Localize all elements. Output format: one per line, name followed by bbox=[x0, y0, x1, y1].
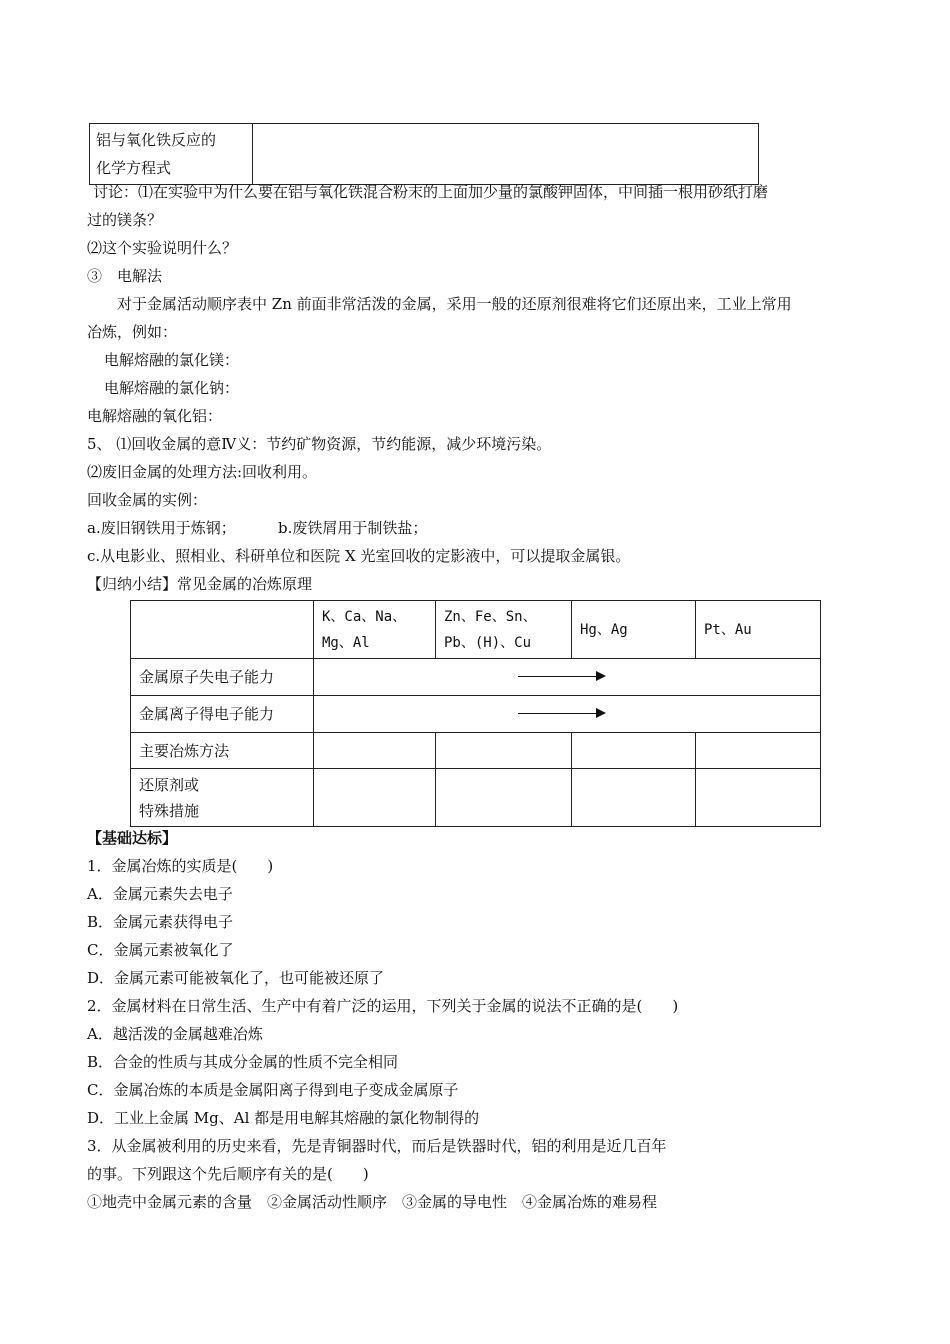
reductant-label-line2: 特殊措施 bbox=[139, 801, 200, 820]
q1-stem: 1．金属冶炼的实质是( ) bbox=[87, 857, 274, 875]
equation-answer-cell[interactable] bbox=[253, 124, 759, 185]
q1-option-c[interactable]: C．金属元素被氧化了 bbox=[87, 941, 234, 959]
electrolysis-item-mgcl2: 电解熔融的氯化镁： bbox=[104, 351, 240, 369]
q2-option-b[interactable]: B．合金的性质与其成分金属的性质不完全相同 bbox=[87, 1053, 399, 1071]
summary-header-pt-au-label: Pt、Au bbox=[704, 621, 752, 638]
method-cell-hg-ag[interactable] bbox=[572, 733, 696, 769]
row-label-reductant bbox=[131, 769, 314, 827]
discussion-line1: 讨论：⑴在实验中为什么要在铝与氧化铁混合粉末的上面加少量的氯酸钾固体，中间插一根用砂纸打磨 bbox=[93, 183, 769, 201]
electrolysis-para-line2: 冶炼，例如： bbox=[87, 323, 178, 341]
electrolysis-item-nacl: 电解熔融的氯化钠： bbox=[104, 379, 240, 397]
exercises-title: 【基础达标】 bbox=[87, 829, 178, 847]
q1-option-b[interactable]: B．金属元素获得电子 bbox=[87, 913, 234, 931]
electrolysis-para-line1: 对于金属活动顺序表中 Zn 前面非常活泼的金属，采用一般的还原剂很难将它们还原出来，工业上常用 bbox=[117, 295, 792, 313]
row-label-lose-electrons: 金属原子失电子能力 bbox=[131, 659, 314, 696]
reaction-equation-table bbox=[89, 123, 759, 185]
summary-header-active-line2: Mg、Al bbox=[322, 634, 370, 651]
q2-option-c[interactable]: C．金属冶炼的本质是金属阳离子得到电子变成金属原子 bbox=[87, 1081, 459, 1099]
lose-electrons-trend bbox=[314, 659, 821, 696]
summary-header-hg-ag bbox=[572, 601, 696, 659]
gain-electrons-trend bbox=[314, 696, 821, 733]
smelting-summary-table bbox=[130, 600, 821, 827]
recycle-line1: 5、 ⑴回收金属的意Ⅳ义：节约矿物资源，节约能源，减少环境污染。 bbox=[87, 435, 552, 453]
summary-title: 【归纳小结】常见金属的冶炼原理 bbox=[87, 575, 313, 593]
reductant-cell-pt-au[interactable] bbox=[696, 769, 821, 827]
equation-label-cell bbox=[90, 124, 253, 185]
summary-header-active-line1: K、Ca、Na、 bbox=[322, 608, 407, 625]
summary-header-active bbox=[314, 601, 436, 659]
recycle-line3: 回收金属的实例： bbox=[87, 491, 208, 509]
right-arrow-icon bbox=[322, 704, 812, 724]
q3-stem-line1: 3．从金属被利用的历史来看，先是青铜器时代，而后是铁器时代，铝的利用是近几百年 bbox=[87, 1137, 667, 1155]
recycle-example-b: b.废铁屑用于制铁盐； bbox=[278, 519, 428, 537]
recycle-line2: ⑵废旧金属的处理方法:回收利用。 bbox=[87, 463, 318, 481]
q1-option-d[interactable]: D．金属元素可能被氧化了，也可能被还原了 bbox=[87, 969, 385, 987]
summary-header-medium bbox=[436, 601, 572, 659]
method-cell-medium[interactable] bbox=[436, 733, 572, 769]
q2-option-a[interactable]: A．越活泼的金属越难冶炼 bbox=[87, 1025, 263, 1043]
row-label-gain-electrons: 金属离子得电子能力 bbox=[131, 696, 314, 733]
q3-stem-line2: 的事。下列跟这个先后顺序有关的是( ) bbox=[87, 1165, 369, 1183]
discussion-line3: ⑵这个实验说明什么？ bbox=[87, 239, 238, 257]
discussion-line2: 过的镁条？ bbox=[87, 211, 163, 229]
q3-options: ①地壳中金属元素的含量 ②金属活动性顺序 ③金属的导电性 ④金属冶炼的难易程 bbox=[87, 1193, 658, 1211]
summary-header-medium-line2: Pb、(H)、Cu bbox=[444, 634, 532, 651]
method-cell-pt-au[interactable] bbox=[696, 733, 821, 769]
reductant-cell-hg-ag[interactable] bbox=[572, 769, 696, 827]
summary-header-hg-ag-label: Hg、Ag bbox=[580, 621, 628, 638]
summary-corner-cell bbox=[131, 601, 314, 659]
recycle-example-a: a.废旧钢铁用于炼钢； bbox=[87, 519, 236, 537]
q2-stem: 2．金属材料在日常生活、生产中有着广泛的运用，下列关于金属的说法不正确的是( ) bbox=[87, 997, 679, 1015]
method-cell-active[interactable] bbox=[314, 733, 436, 769]
right-arrow-icon bbox=[322, 667, 812, 687]
summary-header-medium-line1: Zn、Fe、Sn、 bbox=[444, 608, 537, 625]
reductant-cell-active[interactable] bbox=[314, 769, 436, 827]
equation-label-line1: 铝与氧化铁反应的 bbox=[96, 131, 217, 149]
q1-option-a[interactable]: A．金属元素失去电子 bbox=[87, 885, 233, 903]
equation-label-line2: 化学方程式 bbox=[96, 159, 172, 177]
summary-header-pt-au bbox=[696, 601, 821, 659]
row-label-method: 主要冶炼方法 bbox=[131, 733, 314, 769]
reductant-cell-medium[interactable] bbox=[436, 769, 572, 827]
electrolysis-heading: ③ 电解法 bbox=[87, 267, 163, 285]
reductant-label-line1: 还原剂或 bbox=[139, 775, 200, 794]
q2-option-d[interactable]: D．工业上金属 Mg、Al 都是用电解其熔融的氯化物制得的 bbox=[87, 1109, 480, 1127]
electrolysis-item-al2o3: 电解熔融的氧化铝： bbox=[87, 407, 223, 425]
recycle-example-c: c.从电影业、照相业、科研单位和医院 X 光室回收的定影液中，可以提取金属银。 bbox=[87, 547, 631, 565]
